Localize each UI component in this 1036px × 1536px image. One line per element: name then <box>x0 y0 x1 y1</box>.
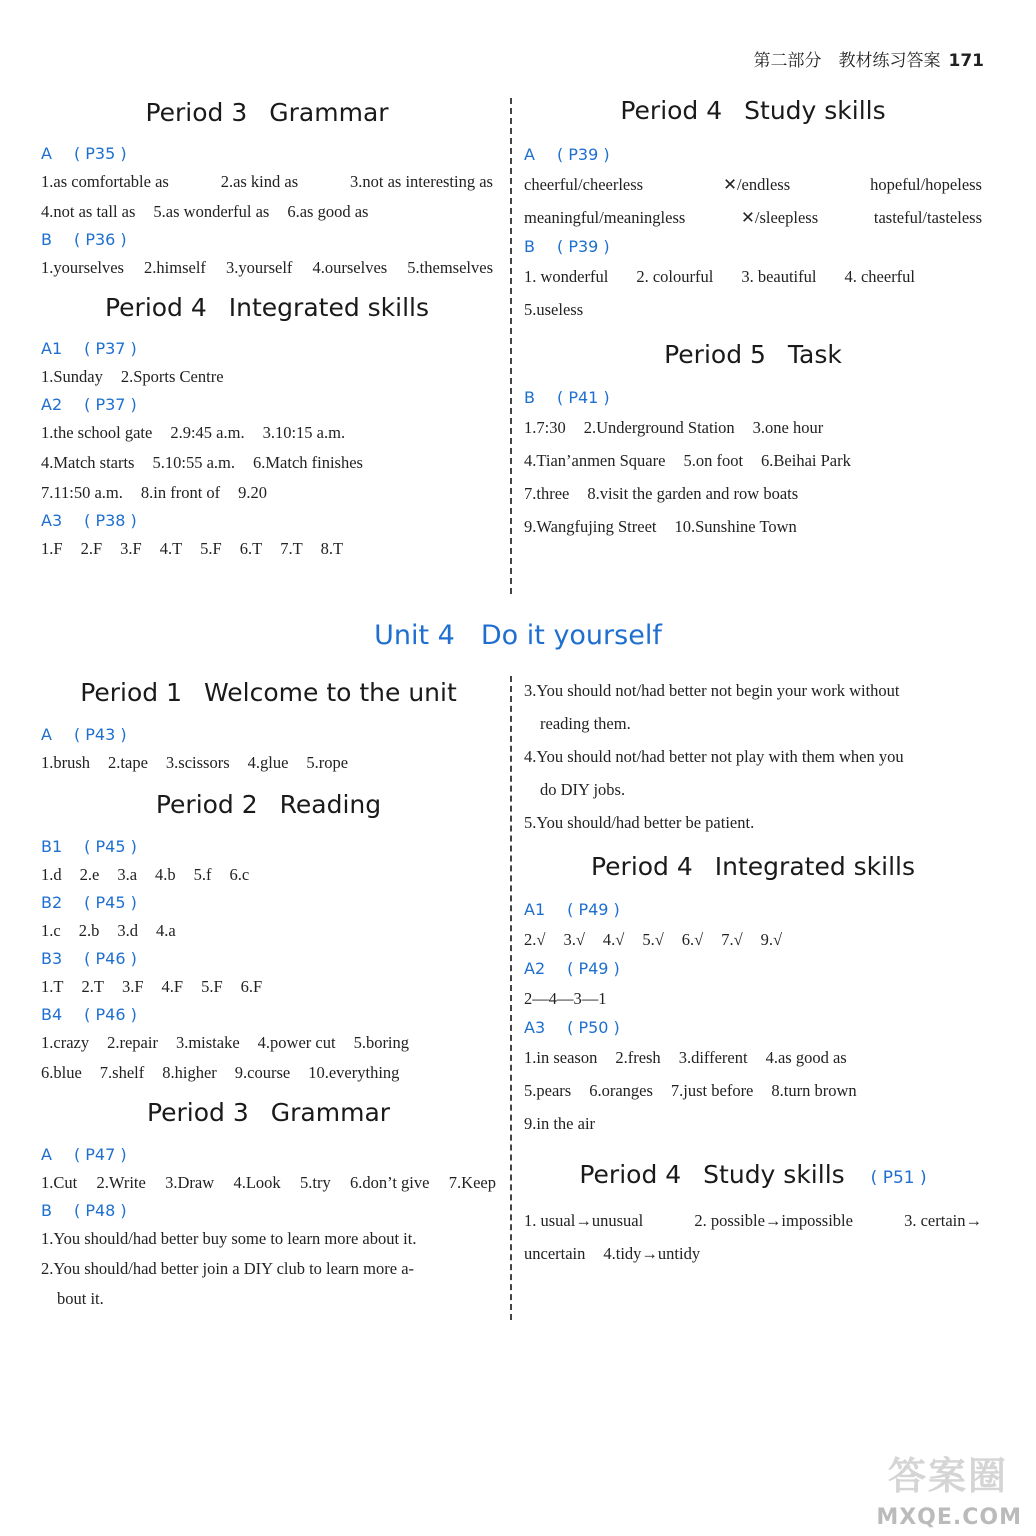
answer-line: 9.in the air <box>524 1114 596 1133</box>
section-title: 第二部分 教材练习答案 <box>753 51 941 71</box>
answer-line: 4.Match starts 5.10:55 a.m. 6.Match finishes <box>41 453 363 472</box>
column-divider-top <box>510 98 512 594</box>
section-label: B ( P39 ) <box>524 237 610 256</box>
period-title: Period 4 Integrated skills <box>104 293 430 322</box>
period-title: Period 4 Integrated skills <box>590 852 916 881</box>
answer-line: uncertain 4.tidy→untidy <box>524 1244 701 1263</box>
answer-line: 1.the school gate 2.9:45 a.m. 3.10:15 a.m. <box>41 423 346 442</box>
section-label: B ( P48 ) <box>41 1201 127 1220</box>
answer-line: 1.T 2.T 3.F 4.F 5.F 6.F <box>41 977 263 996</box>
answer-line: 1. usual→unusual 2. possible→impossible 3. certain→ <box>524 1211 982 1230</box>
answer-line: 4.You should not/had better not play with them when you <box>524 747 904 766</box>
watermark-logo: 答案圈 <box>887 1454 1008 1498</box>
section-label: A1 ( P37 ) <box>41 339 137 358</box>
answer-line: 6.blue 7.shelf 8.higher 9.course 10.everything <box>41 1063 400 1082</box>
answer-line: 5.useless <box>524 300 584 319</box>
section-label: B3 ( P46 ) <box>41 949 137 968</box>
bottom-right-column <box>524 674 982 1270</box>
unit-title: Unit 4 Do it yourself <box>374 620 662 651</box>
answer-line: 1.brush 2.tape 3.scissors 4.glue 5.rope <box>41 753 349 772</box>
answer-line: 2.You should/had better join a DIY club to learn more a- <box>41 1259 415 1278</box>
bottom-left-column <box>41 676 496 1314</box>
section-label: A ( P43 ) <box>41 725 127 744</box>
section-label: A2 ( P37 ) <box>41 395 137 414</box>
top-left-column <box>41 96 493 564</box>
period-title: Period 3 Grammar <box>145 98 389 127</box>
answer-line: 1.as comfortable as 2.as kind as 3.not as interesting as <box>41 172 493 191</box>
answer-line: 1.7:30 2.Underground Station 3.one hour <box>524 418 824 437</box>
period-title: Period 3 Grammar <box>146 1098 391 1127</box>
answer-line: 1.in season 2.fresh 3.different 4.as good as <box>524 1048 847 1067</box>
answer-line: cheerful/cheerless ✕/endless hopeful/hopeless <box>524 175 982 194</box>
period-title: Period 5 Task <box>664 340 842 369</box>
answer-line: 1.crazy 2.repair 3.mistake 4.power cut 5.boring <box>41 1033 410 1052</box>
answer-line: 1.d 2.e 3.a 4.b 5.f 6.c <box>41 865 250 884</box>
answer-line: bout it. <box>57 1289 104 1308</box>
section-label: A1 ( P49 ) <box>524 900 620 919</box>
answer-line: 1.c 2.b 3.d 4.a <box>41 921 176 940</box>
section-label: B ( P36 ) <box>41 230 127 249</box>
section-label: B ( P41 ) <box>524 388 610 407</box>
answer-line: 1. wonderful 2. colourful 3. beautiful 4. cheerful <box>524 267 916 286</box>
column-divider-bottom <box>510 676 512 1320</box>
answer-line: 5.pears 6.oranges 7.just before 8.turn brown <box>524 1081 857 1100</box>
section-label: A ( P39 ) <box>524 145 610 164</box>
answer-line: 1.F 2.F 3.F 4.T 5.F 6.T 7.T 8.T <box>41 539 344 558</box>
answer-line: reading them. <box>540 714 631 733</box>
answer-line: meaningful/meaningless ✕/sleepless tasteful/tasteless <box>524 208 982 227</box>
answer-line: do DIY jobs. <box>540 780 626 799</box>
section-label: A3 ( P50 ) <box>524 1018 620 1037</box>
answer-line: 1.Cut 2.Write 3.Draw 4.Look 5.try 6.don’t give 7.Keep <box>41 1173 496 1192</box>
period-title: Period 4 Study skills ( P51 ) <box>579 1160 927 1189</box>
answer-line: 9.Wangfujing Street 10.Sunshine Town <box>524 517 797 536</box>
answer-line: 1.Sunday 2.Sports Centre <box>41 367 224 386</box>
answer-line: 1.yourselves 2.himself 3.yourself 4.ourselves 5.themselves <box>41 258 493 277</box>
answer-line: 2—4—3—1 <box>524 989 607 1008</box>
watermark-text: MXQE.COM <box>876 1505 1022 1530</box>
answer-line: 4.Tian’anmen Square 5.on foot 6.Beihai Park <box>524 451 851 470</box>
page-header <box>754 46 985 71</box>
section-label: A2 ( P49 ) <box>524 959 620 978</box>
section-label: B1 ( P45 ) <box>41 837 137 856</box>
answer-line: 3.You should not/had better not begin your work without <box>524 681 900 700</box>
page-number: 171 <box>948 51 984 71</box>
section-label: A ( P35 ) <box>41 144 127 163</box>
section-label: B2 ( P45 ) <box>41 893 137 912</box>
answer-line: 1.You should/had better buy some to learn more about it. <box>41 1229 417 1248</box>
period-title: Period 2 Reading <box>155 790 382 819</box>
period-title: Period 4 Study skills <box>620 96 886 125</box>
answer-line: 2.√ 3.√ 4.√ 5.√ 6.√ 7.√ 9.√ <box>524 930 783 949</box>
answer-line: 7.three 8.visit the garden and row boats <box>524 484 799 503</box>
section-label: B4 ( P46 ) <box>41 1005 137 1024</box>
section-label: A3 ( P38 ) <box>41 511 137 530</box>
top-right-column <box>524 94 982 543</box>
period-title: Period 1 Welcome to the unit <box>80 678 457 707</box>
section-label: A ( P47 ) <box>41 1145 127 1164</box>
answer-line: 4.not as tall as 5.as wonderful as 6.as good as <box>41 202 369 221</box>
answer-line: 5.You should/had better be patient. <box>524 813 755 832</box>
answer-line: 7.11:50 a.m. 8.in front of 9.20 <box>41 483 268 502</box>
